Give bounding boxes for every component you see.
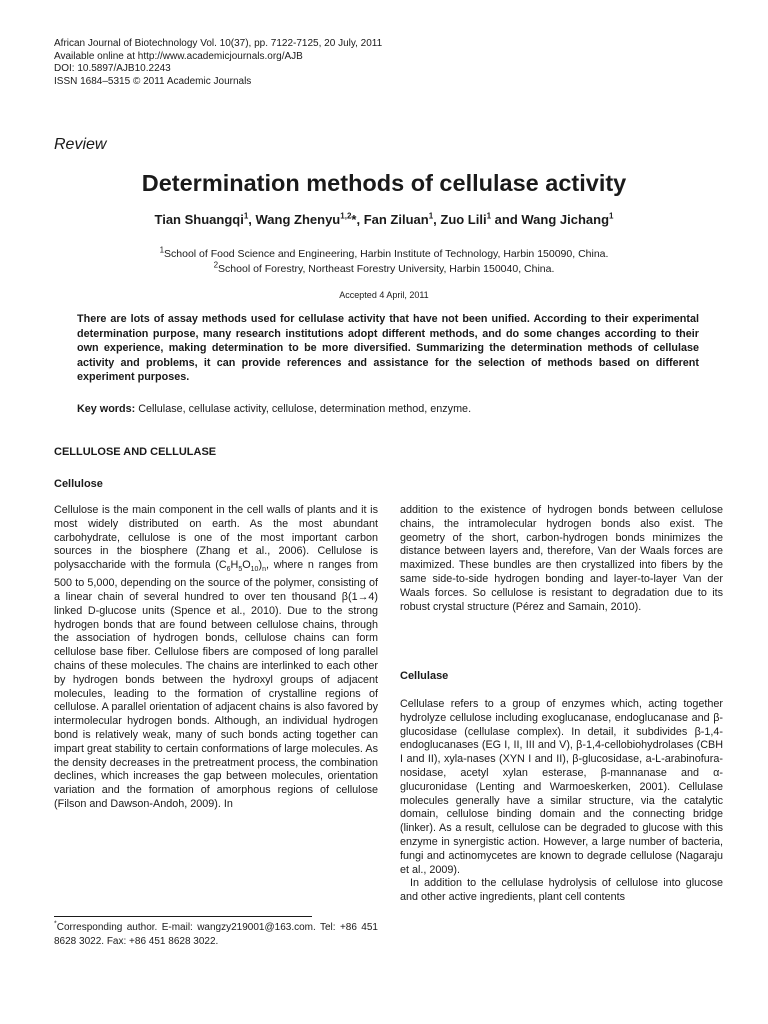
paper-title: Determination methods of cellulase activity [141,170,627,196]
author-affil-mark: 1 [243,211,249,221]
subsection-heading-cellulase: Cellulase [400,670,449,682]
formula-text: ) [258,559,263,572]
subsection-heading-cellulose: Cellulose [54,478,103,490]
footnote-rule [54,916,312,917]
footnote-text: Corresponding author. E-mail: wangzy219001@163.com. Tel: +86 451 8628 3022. Fax: +86 451 8628 3022. [54,922,378,947]
body-paragraph: addition to the existence of hydrogen bonds between cellulose chains, the intramolecular hydrogen bonds also exist. The geometry of the short, carbon-hydrogen bonds minimizes the distance between layers and, therefore, Van der Waals forces are maximized. These bundles are then crystallized into fibers by the same side-to-side hydrogen bonding and layer-to-layer Van der Waals forces. So cellulose is resistant to degradation due to its robust crystal structure (Pérez and Samain, 2010). [400,504,723,613]
affiliation-text: School of Forestry, Northeast Forestry University, Harbin 150040, China. [218,262,555,275]
author-name: Wang Jichang [521,212,610,227]
affiliations [0,247,768,276]
author-affil-mark: 1 [486,211,492,221]
formula-subscript: 6 [226,566,231,574]
author-name: Wang Zhenyu [255,212,341,227]
formula-subscript: 10 [250,566,259,574]
keywords-text: Cellulase, cellulase activity, cellulose, determination method, enzyme. [138,403,472,415]
article-type: Review [54,136,107,153]
right-column-cellulase [400,698,723,905]
author-separator: , [248,212,256,227]
footnote [54,921,378,949]
author-affil-mark: 1 [609,211,614,221]
right-column [400,504,723,614]
keywords-label: Key words: [77,403,136,415]
availability-line: Available online at http://www.academicjournals.org/AJB [54,50,303,62]
affiliation-mark: 2 [213,260,219,269]
formula-subscript: 5 [238,566,243,574]
author-separator: *, [351,212,364,227]
author-separator: and [491,212,522,227]
author-name: Fan Ziluan [363,212,429,227]
author-name: Tian Shuangqi [154,212,244,227]
affiliation-line [0,262,768,277]
body-paragraph [54,504,378,812]
author-name: Zuo Lili [440,212,487,227]
keywords [77,403,699,415]
formula-subscript: n [262,566,266,574]
footnote-mark: * [54,920,57,928]
left-column [54,504,378,812]
doi-line: DOI: 10.5897/AJB10.2243 [54,63,171,74]
affiliation-text: School of Food Science and Engineering, Harbin Institute of Technology, Harbin 150090, China. [164,248,609,260]
section-heading: CELLULOSE AND CELLULASE [54,446,217,458]
formula-text: H [230,559,239,572]
affiliation-line [0,247,768,262]
author-affil-mark: 1 [428,211,434,221]
journal-header [54,38,382,88]
author-list [0,212,768,227]
abstract: There are lots of assay methods used for cellulase activity that have not been unified. According to their experimental determination purpose, many research institutions adopt different methods, and do some changes according to their own experience, making determination to be more diversified. Summarizing the determination methods of cellulase activity and problems, it can provide references and assistance for the selection of methods based on different experiment purposes. [77,313,699,384]
journal-citation: African Journal of Biotechnology Vol. 10(37), pp. 7122-7125, 20 July, 2011 [54,38,383,49]
body-paragraph: In addition to the cellulase hydrolysis of cellulose into glucose and other active ingredients, plant cell contents [400,877,723,904]
body-paragraph: Cellulase refers to a group of enzymes which, acting together hydrolyze cellulose including exoglucanase, endoglucanase and β-glucosidase (cellulase complex). In detail, it subdivides β-1,4-endoglucanases (EG I, II, III and V), β-1,4-cellobiohydrolases (CBH I and II), xyla-nases (XYN I and II), β-glucosidase, a-L-arabinofura-nosidase, acetyl xylan esterase, β-mannanase and α-glucuronidase (Lenting and Warmoeskerken, 2001). Cellulase molecules generally have a similar structure, via the catalytic domain, cellulose binding domain and the connecting bridge (linker). As a result, cellulose can be degraded to glucose with this enzyme in synergistic action. However, a large number of bacteria, fungi and actinomycetes are known to degrade cellulose (Nagaraju et al., 2009). [400,698,723,876]
paragraph-text: , where n ranges from 500 to 5,000, depending on the source of the polymer, consisting of a linear chain of several hundred to over ten thousand β(1→4) linked D-glucose units (Spence et al., 2010). Due to the strong hydrogen bonds that are found between cellulose chains, through the association of hydrogen bonds, cellulose chains can form cellulose base fiber. Cellulose fibers are composed of long parallel chains of these molecules. The chains are interlinked to each other by hydrogen bonds between the hydroxyl groups of adjacent molecules, leading to the formation of crystalline regions of cellulose. A parallel orientation of adjacent chains is also favored by intermolecular hydrogen bonds. Although, an individual hydrogen bond is relatively weak, many of such bonds acting together can impart great stability to certain conformations of large molecules. As the density decreases in the pretreatment process, the combination declines, which increases the gap between molecules, orientation variation and the formation of amorphous regions of cellulose (Filson and Dawson-Andoh, 2009). In [54,559,378,810]
issn-line: ISSN 1684–5315 © 2011 Academic Journals [54,75,252,87]
author-separator: , [433,212,441,227]
affiliation-mark: 1 [159,245,165,255]
formula-text: O [242,559,251,572]
accepted-date: Accepted 4 April, 2011 [339,290,429,300]
paragraph-text: Cellulose is the main component in the cell walls of plants and it is most widely distributed on earth. As the most abundant carbohydrate, cellulose is one of the most important carbon sources in the biosphere (Zhang et al., 2006). Cellulose is polysaccharide with the formula (C [54,504,378,572]
author-affil-mark: 1,2 [340,211,352,221]
